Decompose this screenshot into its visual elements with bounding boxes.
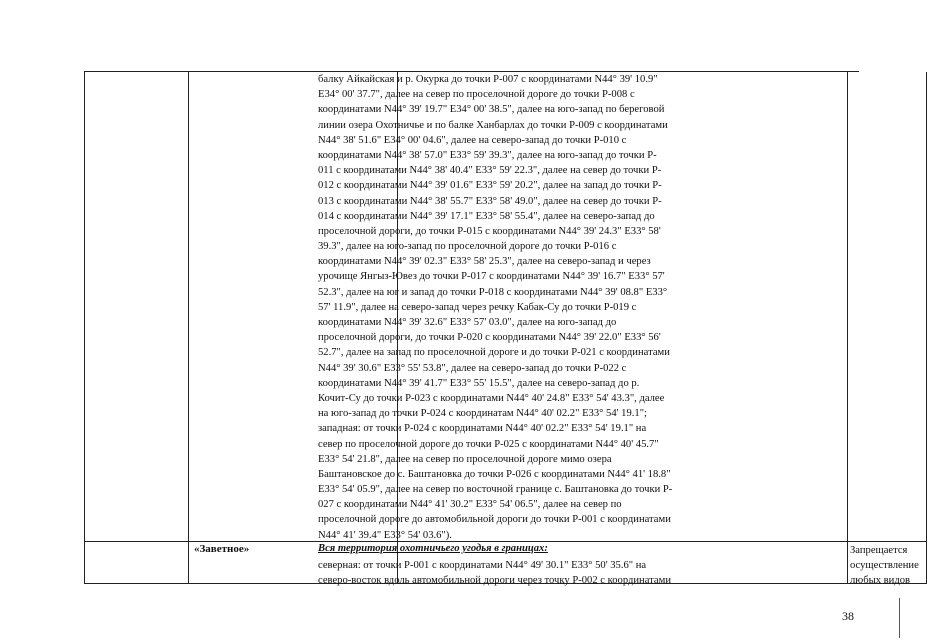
- text-line: Баштановское до с. Баштановка до точки P-026 с координатами N44° 41' 18.8": [318, 468, 671, 480]
- text-line: E33° 54' 21.8", далее на север по проселочной дороге мимо озера: [318, 453, 612, 465]
- table-cell: [85, 542, 189, 584]
- text-line: западная: от точки P-024 с координатами N44° 40' 02.2" E33° 54' 19.1" на: [318, 423, 647, 435]
- text-line: 52.3", далее на юг и запад до точки P-018 с координатами N44° 39' 08.8" E33°: [318, 286, 668, 298]
- northern-boundary-text: [318, 558, 760, 588]
- boundary-description: [318, 72, 760, 543]
- text-line: N44° 38' 51.6" E34° 00' 04.6", далее на северо-запад до точки P-010 с: [318, 134, 627, 146]
- hunting-ground-name: «Заветное»: [194, 543, 250, 555]
- text-line: координатами N44° 39' 19.7" E34° 00' 38.5", далее на юго-запад по береговой: [318, 104, 665, 116]
- text-line: северо-восток вдоль автомобильной дороги через точку P-002 с координатами: [318, 575, 671, 586]
- text-line: 57' 11.9", далее на северо-запад через речку Кабак-Су до точки P-019 с: [318, 301, 637, 313]
- restriction-text: [850, 543, 934, 588]
- text-line: 027 с координатами N44° 41' 30.2" E33° 54' 06.5", далее на север по: [318, 499, 622, 511]
- text-line: 013 с координатами N44° 38' 55.7" E33° 58' 49.0", далее на север до точки P-: [318, 195, 662, 207]
- text-line: на юго-запад до точки P-024 с координатам N44° 40' 02.2" E33° 54' 19.1";: [318, 408, 647, 420]
- table-cell: [848, 72, 927, 542]
- table-cell: [85, 72, 189, 542]
- scan-edge-mark: [899, 598, 900, 638]
- text-line: урочище Янгыз-Ювез до точки P-017 с координатами N44° 39' 16.7" E33° 57': [318, 271, 665, 283]
- text-line: E34° 00' 37.7", далее на север по проселочной дороге до точки P-008 с: [318, 89, 635, 101]
- text-line: проселочной дороги, до точки P-015 с координатами N44° 39' 24.3" E33° 58': [318, 225, 661, 237]
- text-line: координатами N44° 39' 32.6" E33° 57' 03.0", далее на юго-запад до: [318, 317, 617, 328]
- text-line: координатами N44° 39' 41.7" E33° 55' 15.5", далее на северо-запад до р.: [318, 377, 640, 389]
- text-line: проселочной дороге до автомобильной дороги до точки P-001 с координатами: [318, 514, 671, 526]
- text-line: северная: от точки P-001 с координатами N44° 49' 30.1" E33° 50' 35.6" на: [318, 560, 647, 571]
- text-line: координатами N44° 38' 57.0" E33° 59' 39.3", далее на юго-запад до точки P-: [318, 149, 657, 161]
- text-line: координатами N44° 39' 02.3" E33° 58' 25.3", далее на северо-запад и через: [318, 256, 651, 268]
- text-line: Кочит-Су до точки P-023 с координатами N44° 40' 24.8" E33° 54' 43.3", далее: [318, 392, 665, 404]
- text-line: 52.7", далее на запад по проселочной дороге и до точки P-021 с координатами: [318, 347, 670, 359]
- text-line: осуществление: [850, 560, 919, 571]
- text-line: E33° 54' 05.9", далее на север по восточной границе с. Баштановка до точки P-: [318, 484, 673, 496]
- text-line: линии озера Охотничье и по балке Ханбарлах до точки P-009 с координатами: [318, 119, 668, 131]
- text-line: север по проселочной дороге до точки P-025 с координатами N44° 40' 45.7": [318, 438, 659, 450]
- text-line: Запрещается: [850, 545, 908, 556]
- text-line: 011 с координатами N44° 38' 40.4" E33° 59' 22.3", далее на север до точки P-: [318, 165, 662, 177]
- text-line: N44° 39' 30.6" E33° 55' 53.8", далее на северо-запад до точки P-022 с: [318, 362, 627, 374]
- page-number: 38: [842, 609, 854, 623]
- text-line: 014 с координатами N44° 39' 17.1" E33° 58' 55.4", далее на северо-запад до: [318, 210, 655, 222]
- text-line: балку Айкайская и р. Окурка до точки P-007 с координатами N44° 39' 10.9": [318, 74, 658, 85]
- text-line: N44° 41' 39.4" E33° 54' 03.6").: [318, 529, 452, 541]
- text-line: 012 с координатами N44° 39' 01.6" E33° 59' 20.2", далее на запад до точки P-: [318, 180, 662, 192]
- text-line: проселочной дороги, до точки P-020 с координатами N44° 39' 22.0" E33° 56': [318, 332, 661, 344]
- territory-heading: Вся территория охотничьего угодья в границах:: [318, 543, 548, 554]
- text-line: 39.3", далее на юго-запад по проселочной дороге до точки P-016 с: [318, 241, 617, 253]
- text-line: любых видов: [850, 575, 911, 586]
